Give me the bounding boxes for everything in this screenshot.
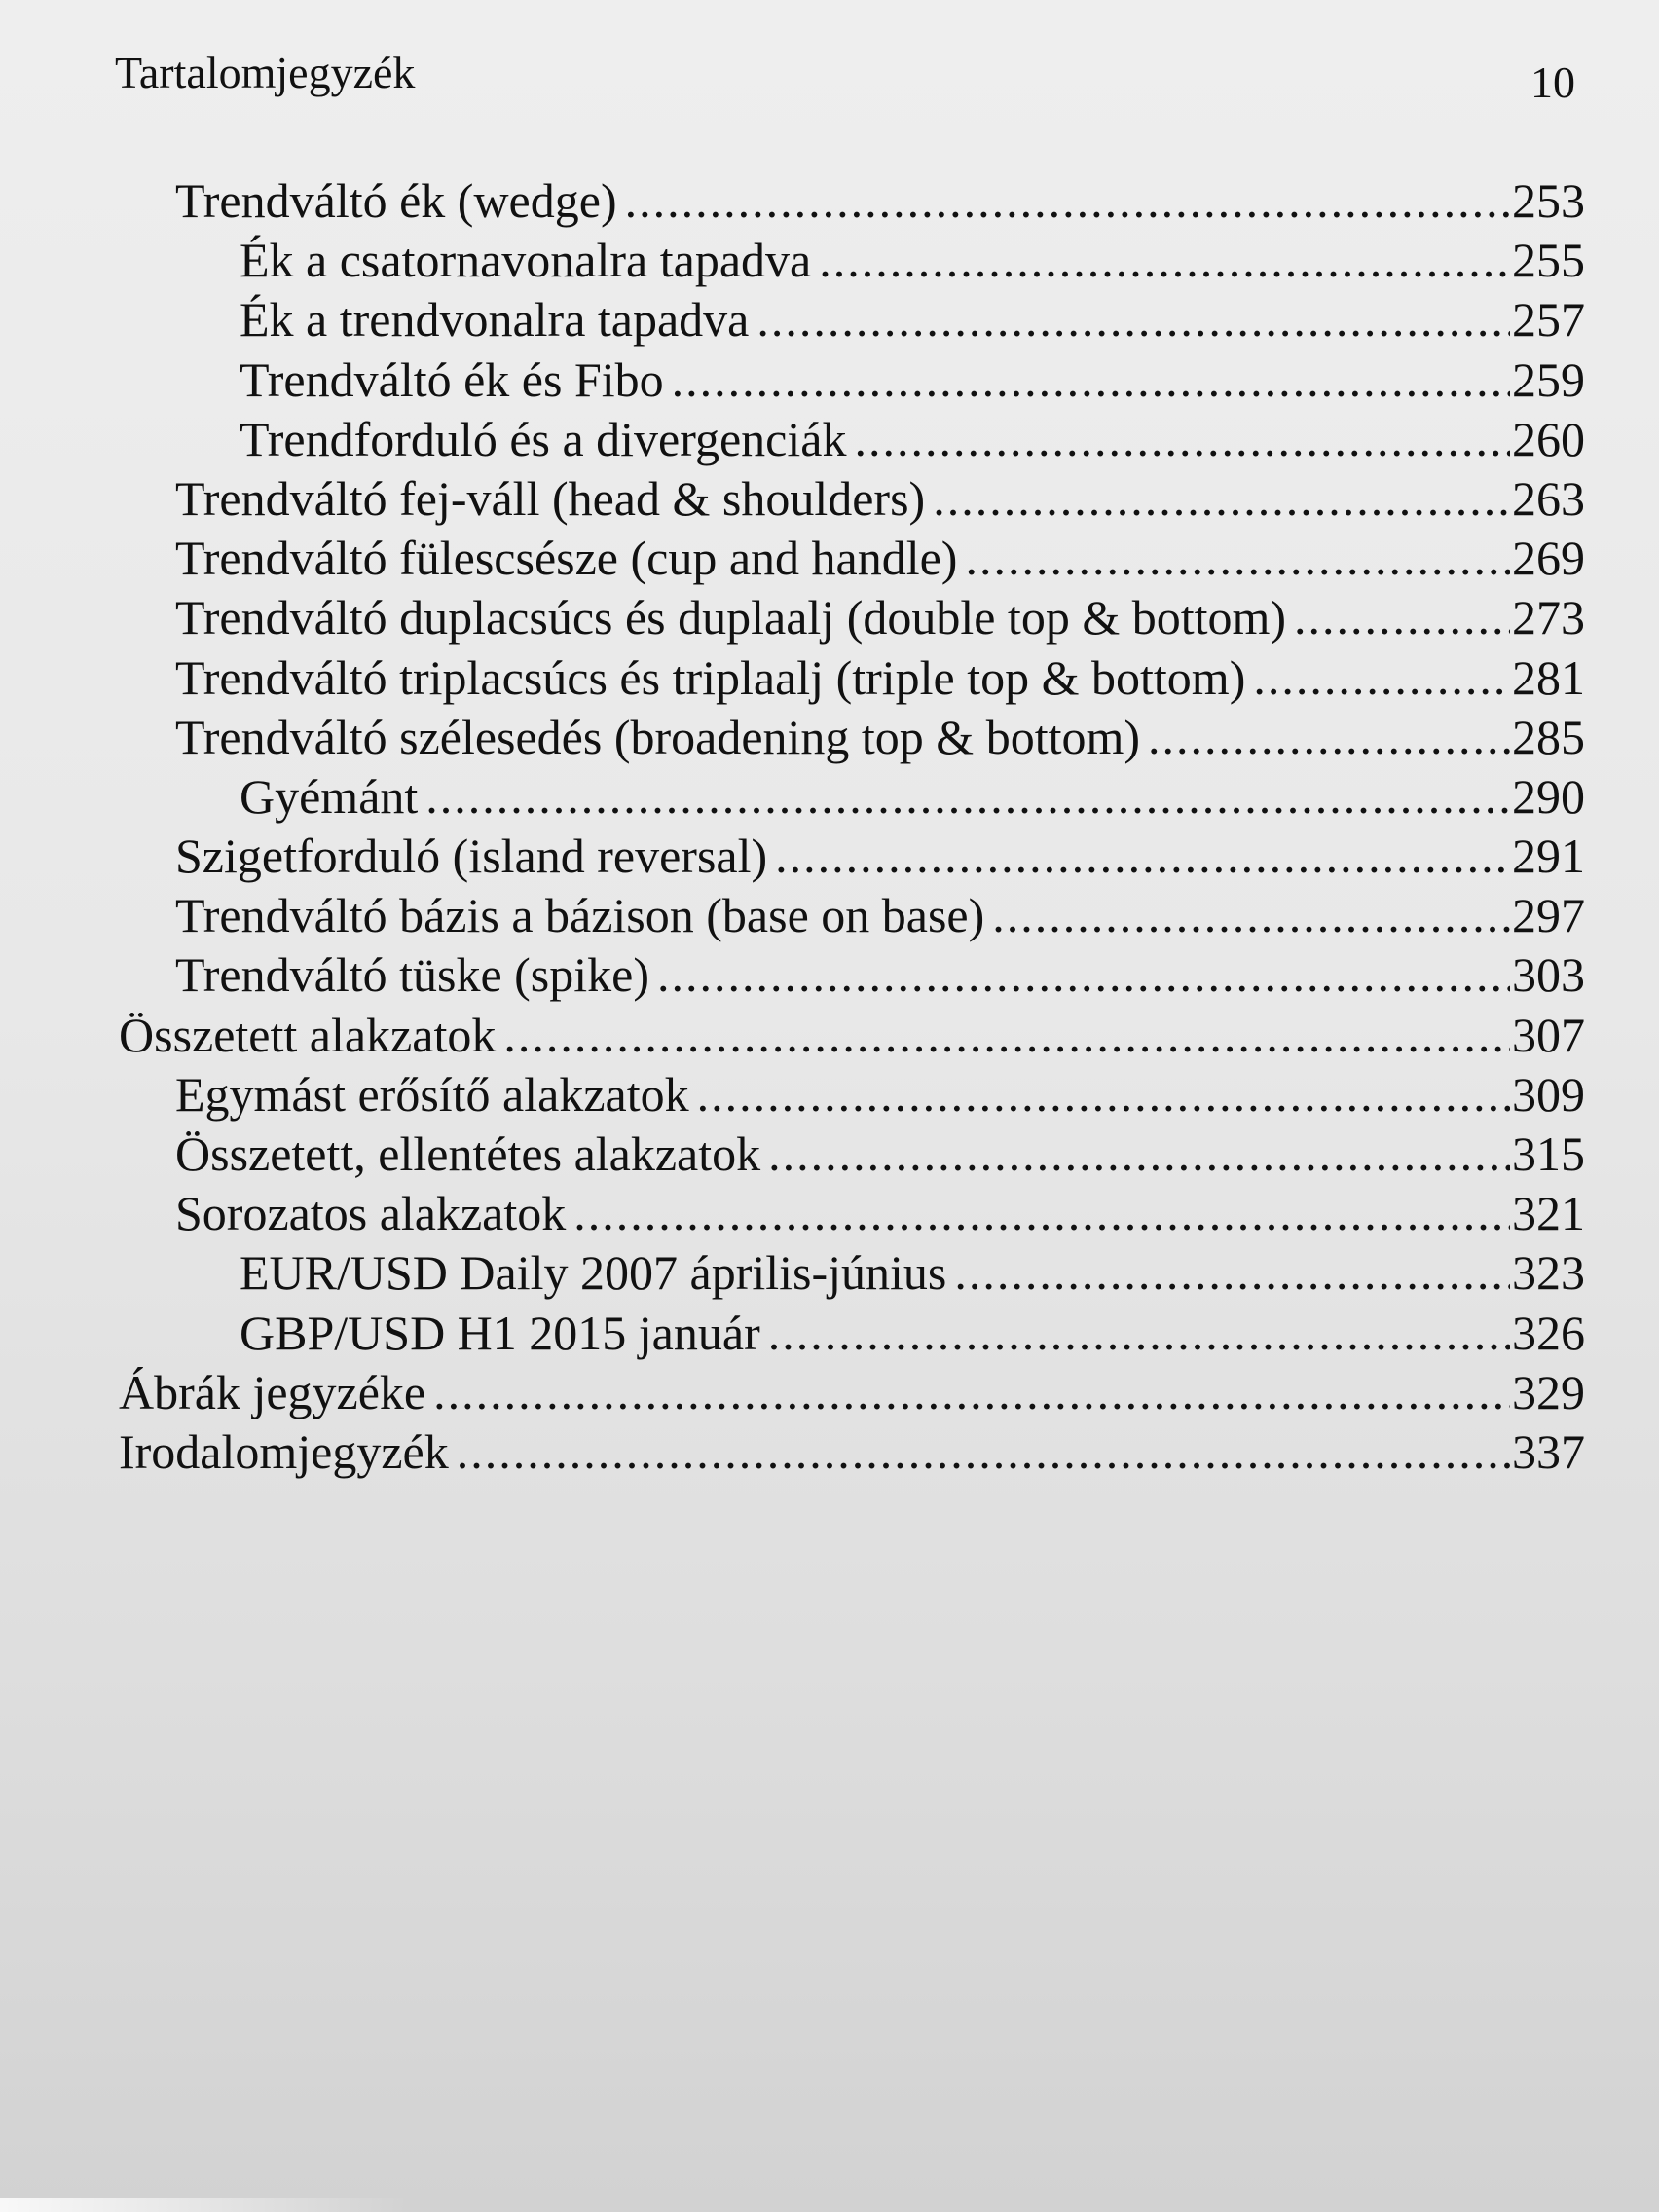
dot-leader — [992, 886, 1510, 945]
toc-entry-page-number: 269 — [1512, 531, 1585, 586]
toc-entry-page-number: 253 — [1512, 173, 1585, 228]
dot-leader — [965, 529, 1510, 588]
toc-entry — [115, 648, 1585, 708]
toc-entry-page-number: 297 — [1512, 888, 1585, 943]
dot-leader — [1148, 708, 1510, 767]
dot-leader — [768, 1304, 1510, 1363]
toc-entry — [115, 588, 1585, 647]
dot-leader — [775, 827, 1510, 886]
dot-leader — [457, 1422, 1510, 1482]
toc-entry-page-number: 263 — [1512, 470, 1585, 526]
toc-entry — [115, 1065, 1585, 1124]
toc-entry-page-number: 337 — [1512, 1423, 1585, 1479]
dot-leader — [697, 1065, 1510, 1124]
toc-entry-page-number: 323 — [1512, 1245, 1585, 1301]
toc-entry — [115, 886, 1585, 945]
toc-entry-page-number: 326 — [1512, 1305, 1585, 1360]
toc-entry-label: Trendváltó ék és Fibo — [240, 351, 664, 407]
toc-entry — [115, 1124, 1585, 1184]
toc-entry-label: Trendváltó fej-váll (head & shoulders) — [175, 470, 926, 526]
toc-entry-page-number: 309 — [1512, 1066, 1585, 1122]
toc-entry-label: Irodalomjegyzék — [119, 1423, 449, 1479]
toc-entry — [115, 350, 1585, 410]
table-of-contents — [115, 171, 1585, 1482]
toc-entry-page-number: 255 — [1512, 233, 1585, 288]
toc-entry-label: Trendváltó bázis a bázison (base on base) — [175, 888, 985, 943]
toc-entry — [115, 945, 1585, 1005]
dot-leader — [672, 350, 1510, 410]
toc-entry-label: GBP/USD H1 2015 január — [240, 1305, 760, 1360]
dot-leader — [768, 1124, 1510, 1184]
toc-entry — [115, 410, 1585, 469]
dot-leader — [819, 231, 1510, 290]
toc-entry-label: Gyémánt — [240, 768, 419, 824]
toc-entry — [115, 708, 1585, 767]
toc-entry-label: Ék a csatornavonalra tapadva — [240, 233, 812, 288]
toc-entry — [115, 1304, 1585, 1363]
dot-leader — [433, 1363, 1510, 1422]
toc-entry — [115, 529, 1585, 588]
watermark-strip — [0, 2198, 409, 2212]
toc-entry-page-number: 285 — [1512, 709, 1585, 764]
toc-entry-page-number: 315 — [1512, 1126, 1585, 1181]
dot-leader — [657, 945, 1510, 1005]
toc-entry-label: Ék a trendvonalra tapadva — [240, 292, 750, 348]
toc-entry-label: Trendváltó ék (wedge) — [175, 173, 617, 228]
dot-leader — [425, 767, 1510, 827]
dot-leader — [1294, 588, 1510, 647]
toc-entry-label: EUR/USD Daily 2007 április-június — [240, 1245, 947, 1301]
toc-entry-label: Trendváltó triplacsúcs és triplaalj (triple top & bottom) — [175, 649, 1246, 705]
toc-entry-label: Ábrák jegyzéke — [119, 1364, 426, 1419]
toc-entry — [115, 231, 1585, 290]
toc-entry — [115, 1363, 1585, 1422]
toc-entry-label: Egymást erősítő alakzatok — [175, 1066, 689, 1122]
dot-leader — [625, 171, 1510, 231]
toc-entry — [115, 1184, 1585, 1243]
dot-leader — [954, 1243, 1510, 1303]
dot-leader — [1253, 648, 1510, 708]
toc-entry-label: Trendváltó szélesedés (broadening top & bottom) — [175, 709, 1141, 764]
page-number: 10 — [1530, 57, 1575, 107]
toc-entry-label: Trendforduló és a divergenciák — [240, 411, 847, 466]
toc-entry — [115, 290, 1585, 350]
toc-entry-page-number: 291 — [1512, 829, 1585, 884]
toc-entry-page-number: 260 — [1512, 411, 1585, 466]
toc-entry — [115, 827, 1585, 886]
dot-leader — [756, 290, 1510, 350]
toc-entry-page-number: 273 — [1512, 590, 1585, 645]
dot-leader — [933, 469, 1510, 529]
dot-leader — [503, 1006, 1510, 1065]
toc-entry — [115, 1243, 1585, 1303]
running-header-title: Tartalomjegyzék — [115, 48, 416, 97]
toc-entry-label: Szigetforduló (island reversal) — [175, 829, 768, 884]
toc-entry-label: Trendváltó fülescsésze (cup and handle) — [175, 531, 958, 586]
toc-entry-label: Összetett, ellentétes alakzatok — [175, 1126, 761, 1181]
toc-entry-label: Trendváltó duplacsúcs és duplaalj (double top & bottom) — [175, 590, 1287, 645]
toc-entry — [115, 469, 1585, 529]
toc-entry-page-number: 307 — [1512, 1007, 1585, 1062]
toc-entry-label: Sorozatos alakzatok — [175, 1186, 567, 1241]
toc-entry-label: Trendváltó tüske (spike) — [175, 947, 649, 1003]
toc-entry — [115, 171, 1585, 231]
toc-entry-page-number: 329 — [1512, 1364, 1585, 1419]
toc-entry — [115, 1422, 1585, 1482]
dot-leader — [573, 1184, 1510, 1243]
toc-entry — [115, 767, 1585, 827]
toc-entry — [115, 1006, 1585, 1065]
page-header — [115, 47, 1575, 105]
toc-entry-page-number: 257 — [1512, 292, 1585, 348]
toc-entry-page-number: 321 — [1512, 1186, 1585, 1241]
toc-entry-label: Összetett alakzatok — [119, 1007, 497, 1062]
toc-entry-page-number: 281 — [1512, 649, 1585, 705]
toc-entry-page-number: 290 — [1512, 768, 1585, 824]
toc-entry-page-number: 303 — [1512, 947, 1585, 1003]
toc-entry-page-number: 259 — [1512, 351, 1585, 407]
dot-leader — [854, 410, 1510, 469]
